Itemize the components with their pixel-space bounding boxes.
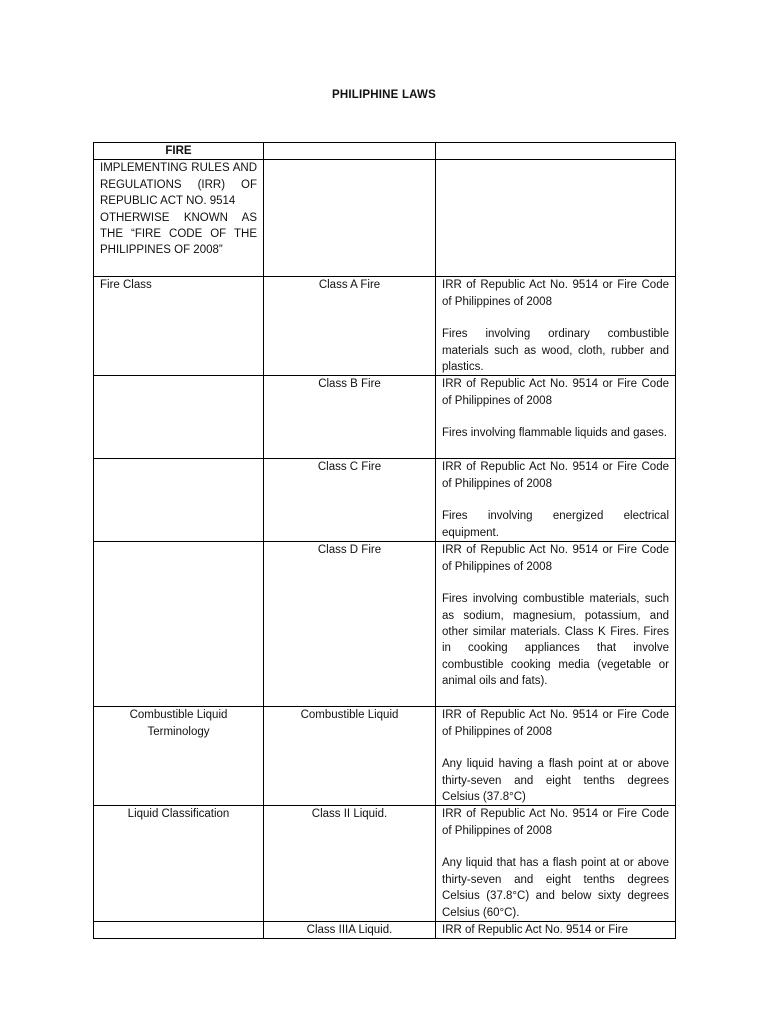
reference-cell — [436, 376, 676, 459]
irr-empty-cell — [264, 160, 436, 277]
header-cell-fire: FIRE — [94, 143, 264, 160]
category-cell — [94, 542, 264, 707]
category-cell: Liquid Classification — [94, 806, 264, 921]
table-row — [94, 542, 676, 707]
item-cell: Class IIIA Liquid. — [264, 921, 436, 938]
category-cell — [94, 921, 264, 938]
source-text: IRR of Republic Act No. 9514 or Fire Code of Philippines of 2008 — [442, 808, 669, 837]
reference-cell — [436, 806, 676, 921]
reference-cell — [436, 921, 676, 938]
table-row — [94, 921, 676, 938]
category-cell: Combustible Liquid Terminology — [94, 707, 264, 806]
category-cell — [94, 459, 264, 542]
table-row-irr — [94, 160, 676, 277]
source-text: IRR of Republic Act No. 9514 or Fire Code of Philippines of 2008 — [442, 461, 669, 490]
description-text: Fires involving flammable liquids and gases. — [442, 427, 667, 440]
category-cell: Fire Class — [94, 277, 264, 376]
page-title: PHILIPHINE LAWS — [332, 89, 436, 101]
table-row — [94, 376, 676, 459]
irr-cell — [94, 160, 264, 277]
description-text: Any liquid that has a flash point at or above thirty-seven and eight tenths degrees Celsius (37.8°C) and below sixty degrees Celsius (60°C). — [442, 857, 669, 919]
item-cell: Class B Fire — [264, 376, 436, 459]
source-text: IRR of Republic Act No. 9514 or Fire Code of Philippines of 2008 — [442, 378, 669, 407]
reference-cell — [436, 459, 676, 542]
description-text: Fires involving ordinary combustible materials such as wood, cloth, rubber and plastics. — [442, 328, 669, 374]
header-cell-3 — [436, 143, 676, 160]
table-row — [94, 806, 676, 921]
table-header-row — [94, 143, 676, 160]
category-cell — [94, 376, 264, 459]
description-text: Fires involving energized electrical equipment. — [442, 510, 669, 539]
table-row — [94, 277, 676, 376]
irr-alias-text: OTHERWISE KNOWN AS THE “FIRE CODE OF THE PHILIPPINES OF 2008” — [100, 211, 257, 257]
fire-code-table — [93, 142, 676, 939]
item-cell: Class D Fire — [264, 542, 436, 707]
header-cell-2 — [264, 143, 436, 160]
reference-cell — [436, 707, 676, 806]
reference-cell — [436, 542, 676, 707]
item-cell: Combustible Liquid — [264, 707, 436, 806]
source-text: IRR of Republic Act No. 9514 or Fire Code of Philippines of 2008 — [442, 279, 669, 308]
irr-title-text: IMPLEMENTING RULES AND REGULATIONS (IRR) OF REPUBLIC ACT NO. 9514 — [100, 162, 257, 208]
source-text: IRR of Republic Act No. 9514 or Fire Code of Philippines of 2008 — [442, 709, 669, 738]
table-row — [94, 707, 676, 806]
source-text: IRR of Republic Act No. 9514 or Fire — [442, 923, 628, 936]
table-row — [94, 459, 676, 542]
item-cell: Class A Fire — [264, 277, 436, 376]
irr-empty-cell — [436, 160, 676, 277]
description-text: Fires involving combustible materials, such as sodium, magnesium, potassium, and other similar materials. Class K Fires. Fires in cooking appliances that involve combustible cooking media (vegetable or animal oils and fats). — [442, 593, 669, 688]
source-text: IRR of Republic Act No. 9514 or Fire Code of Philippines of 2008 — [442, 544, 669, 573]
item-cell: Class II Liquid. — [264, 806, 436, 921]
reference-cell — [436, 277, 676, 376]
description-text: Any liquid having a flash point at or above thirty-seven and eight tenths degrees Celsius (37.8°C) — [442, 758, 669, 804]
item-cell: Class C Fire — [264, 459, 436, 542]
